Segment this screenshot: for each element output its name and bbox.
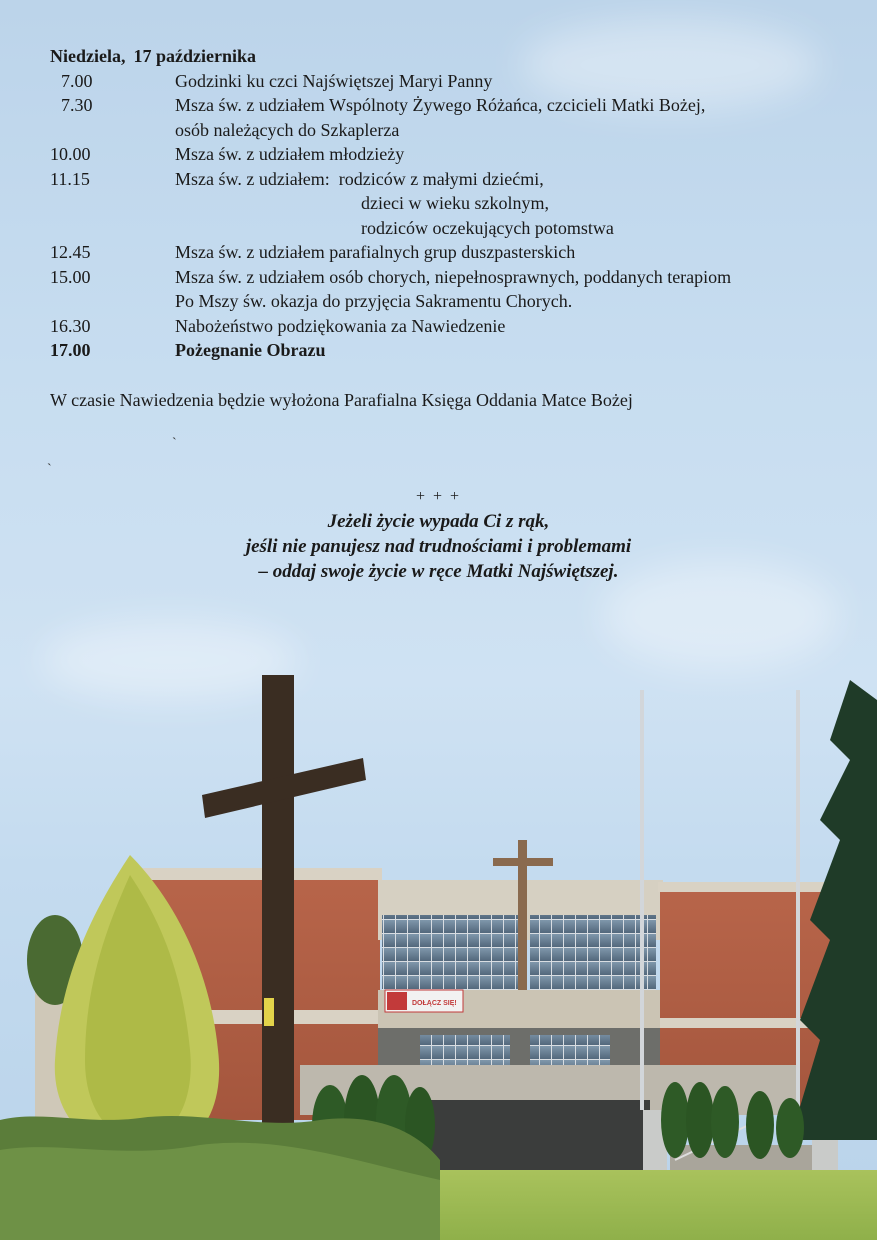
row-desc: rodziców oczekujących potomstwa: [361, 217, 614, 238]
row-desc: osób należących do Szkaplerza: [175, 119, 400, 140]
quote-separator: + + +: [415, 488, 462, 505]
foreground-shrubs: [0, 1116, 440, 1240]
schedule: [50, 44, 850, 363]
schedule-row: [50, 93, 850, 142]
lawn: [420, 1170, 877, 1240]
schedule-row: [50, 314, 850, 339]
schedule-row: [50, 240, 850, 265]
row-desc: Msza św. z udziałem: rodziców z małymi dziećmi,: [175, 168, 544, 189]
guestbook-note: W czasie Nawiedzenia będzie wyłożona Parafialna Księga Oddania Matce Bożej: [50, 390, 633, 410]
row-desc: Msza św. z udziałem młodzieży: [175, 144, 405, 164]
row-time: 16.30: [50, 315, 91, 336]
row-desc: Pożegnanie Obrazu: [175, 340, 326, 360]
stray-mark: `: [172, 436, 177, 451]
quote-line: – oddaj swoje życie w ręce Matki Najświętszej.: [258, 561, 619, 582]
row-time: 15.00: [50, 266, 91, 287]
row-time: 17.00: [50, 340, 91, 360]
schedule-row: [50, 142, 850, 167]
schedule-row: [50, 265, 850, 314]
row-time: 10.00: [50, 144, 91, 164]
row-time: 7.30: [61, 95, 93, 115]
row-desc: Msza św. z udziałem osób chorych, niepełnosprawnych, poddanych terapiom: [175, 266, 732, 287]
row-desc: Msza św. z udziałem parafialnych grup duszpasterskich: [175, 242, 576, 262]
row-time: 7.00: [61, 70, 93, 91]
row-desc: dzieci w wieku szkolnym,: [361, 193, 549, 213]
row-desc: Po Mszy św. okazja do przyjęcia Sakramentu Chorych.: [175, 291, 573, 311]
schedule-row: [50, 69, 850, 94]
row-desc: Msza św. z udziałem Wspólnoty Żywego Różańca, czcicieli Matki Bożej,: [175, 95, 706, 115]
quote-line: Jeżeli życie wypada Ci z rąk,: [327, 511, 550, 532]
stray-mark: `: [47, 462, 52, 477]
row-desc: Nabożeństwo podziękowania za Nawiedzenie: [175, 315, 506, 336]
row-time: 12.45: [50, 242, 91, 262]
quote-block: [0, 484, 877, 584]
schedule-row: [50, 338, 850, 363]
church-photo: [0, 640, 877, 1240]
row-desc: Godzinki ku czci Najświętszej Maryi Panny: [175, 70, 493, 91]
quote-line: jeśli nie panujesz nad trudnościami i problemami: [245, 536, 632, 557]
row-time: 11.15: [50, 168, 90, 189]
banner-text: DOŁĄCZ SIĘ!: [412, 1000, 457, 1007]
schedule-row: [50, 167, 850, 241]
schedule-heading: [50, 44, 850, 69]
day-label: Niedziela,: [50, 46, 126, 66]
date-label: 17 października: [133, 46, 256, 66]
